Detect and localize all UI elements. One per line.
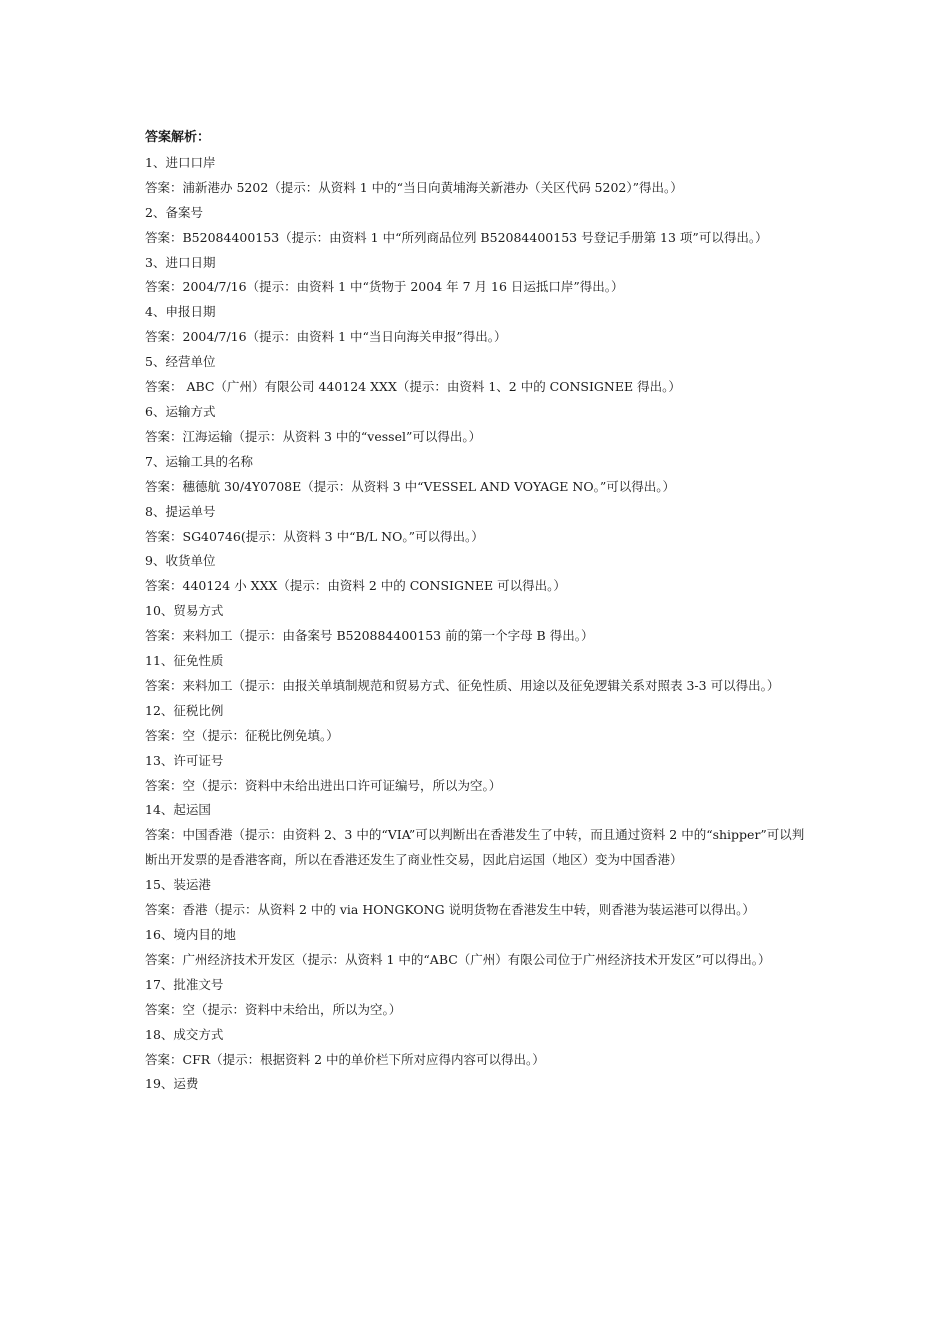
answer-4: 答案：2004/7/16（提示：由资料 1 中“当日向海关申报”得出。） <box>145 329 507 345</box>
question-5: 5、经营单位 <box>145 354 216 370</box>
answer-2: 答案：B52084400153（提示：由资料 1 中“所列商品位列 B52084400153 号登记手册第 13 项”可以得出。） <box>145 229 768 245</box>
question-7: 7、运输工具的名称 <box>145 453 253 469</box>
question-11: 11、征免性质 <box>145 653 224 669</box>
question-13: 13、许可证号 <box>145 752 224 768</box>
question-12: 12、征税比例 <box>145 702 224 718</box>
answer-1: 答案：浦新港办 5202（提示：从资料 1 中的“当日向黄埔海关新港办（关区代码 5202）”得出。） <box>145 179 683 195</box>
answer-11: 答案：来料加工（提示：由报关单填制规范和贸易方式、征免性质、用途以及征免逻辑关系对照表 3-3 可以得出。） <box>145 677 780 693</box>
question-9: 9、收货单位 <box>145 553 216 569</box>
answer-13: 答案：空（提示：资料中未给出进出口许可证编号，所以为空。） <box>145 777 502 793</box>
question-18: 18、成交方式 <box>145 1026 224 1042</box>
question-6: 6、运输方式 <box>145 403 216 419</box>
question-17: 17、批准文号 <box>145 976 224 992</box>
answer-6: 答案：江海运输（提示：从资料 3 中的“vessel”可以得出。） <box>145 428 482 444</box>
question-15: 15、装运港 <box>145 877 211 893</box>
question-14: 14、起运国 <box>145 802 211 818</box>
question-10: 10、贸易方式 <box>145 603 224 619</box>
question-8: 8、提运单号 <box>145 503 216 519</box>
document-heading: 答案解析： <box>145 130 211 145</box>
answer-12: 答案：空（提示：征税比例免填。） <box>145 727 339 743</box>
answer-16: 答案：广州经济技术开发区（提示：从资料 1 中的“ABC（广州）有限公司位于广州经济技术开发区”可以得出。） <box>145 951 771 967</box>
question-1: 1、进口口岸 <box>145 154 216 170</box>
answer-18: 答案：CFR（提示：根据资料 2 中的单价栏下所对应得内容可以得出。） <box>145 1051 545 1067</box>
answer-7: 答案：穗德航 30/4Y0708E（提示：从资料 3 中“VESSEL AND VOYAGE NO。”可以得出。） <box>145 478 675 494</box>
question-3: 3、进口日期 <box>145 254 216 270</box>
answer-3: 答案：2004/7/16（提示：由资料 1 中“货物于 2004 年 7 月 16 日运抵口岸”得出。） <box>145 279 624 295</box>
answer-15: 答案：香港（提示：从资料 2 中的 via HONGKONG 说明货物在香港发生中转，则香港为装运港可以得出。） <box>145 902 755 918</box>
question-4: 4、申报日期 <box>145 304 216 320</box>
question-16: 16、境内目的地 <box>145 927 236 942</box>
answer-5: 答案： ABC（广州）有限公司 440124 XXX（提示：由资料 1、2 中的 CONSIGNEE 得出。） <box>145 379 681 395</box>
answer-8: 答案：SG40746(提示：从资料 3 中“B/L NO。”可以得出。） <box>145 528 484 544</box>
answer-9: 答案：440124 小 XXX（提示：由资料 2 中的 CONSIGNEE 可以得出。） <box>145 578 566 594</box>
answer-10: 答案：来料加工（提示：由备案号 B520884400153 前的第一个字母 B 得出。） <box>145 628 594 644</box>
question-2: 2、备案号 <box>145 204 203 220</box>
answer-17: 答案：空（提示：资料中未给出，所以为空。） <box>145 1001 402 1017</box>
question-19: 19、运费 <box>145 1076 199 1092</box>
answer-document <box>145 126 810 1097</box>
answer-14: 答案：中国香港（提示：由资料 2、3 中的“VIA”可以判断出在香港发生了中转，而且通过资料 2 中的“shipper”可以判断出开发票的是香港客商，所以在香港还发生了商业性交易，因此启运国（地区）变为中国香港） <box>145 827 805 868</box>
